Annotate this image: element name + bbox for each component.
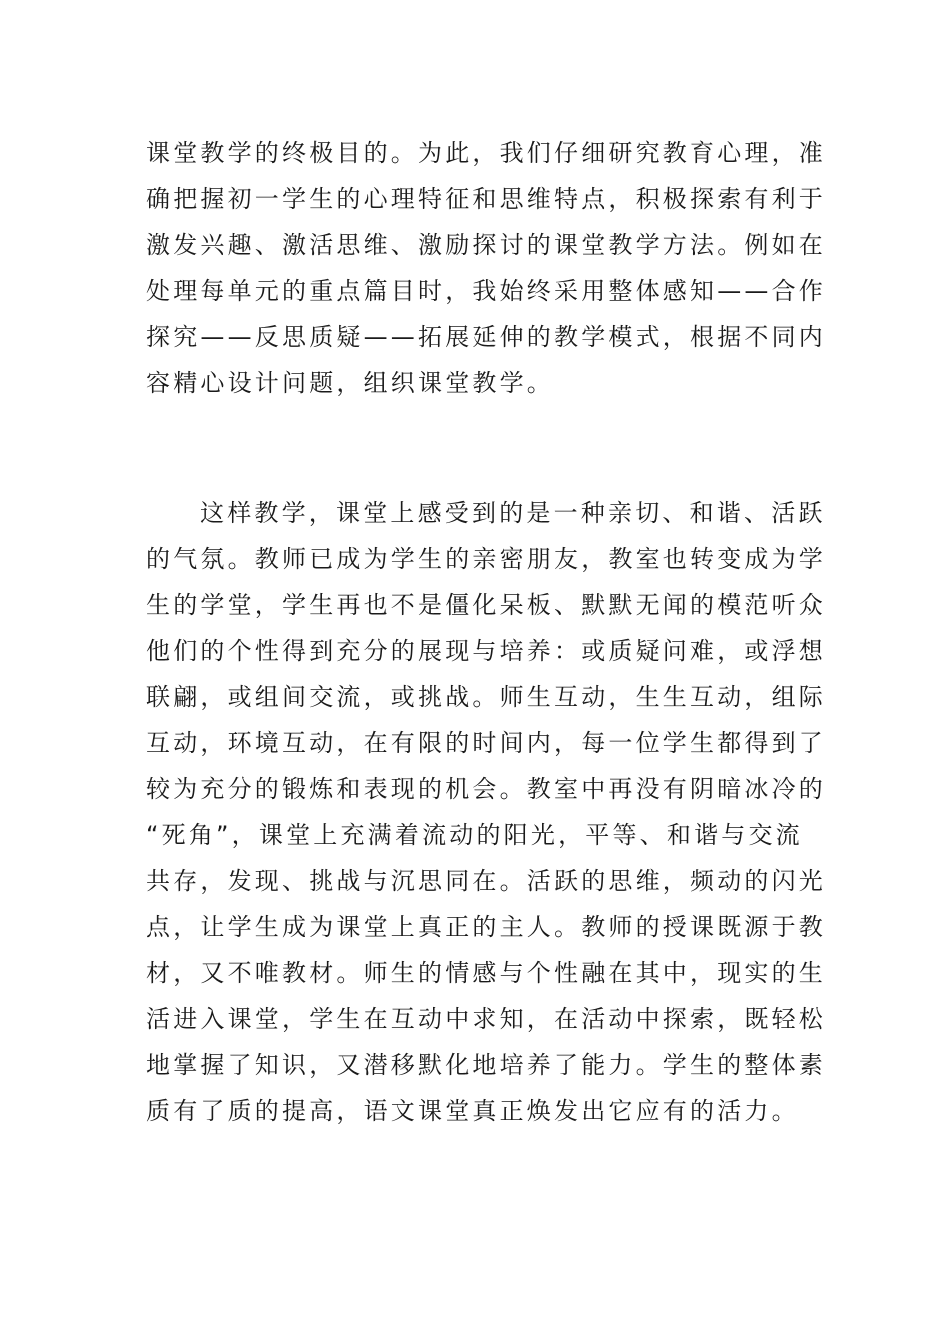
paragraph-2-line: “死角”，课堂上充满着流动的阳光，平等、和谐与交流 [146, 821, 803, 849]
paragraph-2-line: 较为充分的锻炼和表现的机会。教室中再没有阴暗冰冷的 [146, 775, 826, 803]
paragraph-2-line: 生的学堂，学生再也不是僵化呆板、默默无闻的模范听众 [146, 591, 826, 619]
paragraph-1-line: 课堂教学的终极目的。为此，我们仔细研究教育心理，准 [146, 139, 826, 167]
paragraph-2-line: 质有了质的提高，语文课堂真正焕发出它应有的活力。 [146, 1097, 799, 1125]
paragraph-2-line: 地掌握了知识，又潜移默化地培养了能力。学生的整体素 [146, 1051, 826, 1079]
paragraph-2-line: 他们的个性得到充分的展现与培养：或质疑问难，或浮想 [146, 637, 826, 665]
paragraph-2-line: 互动，环境互动，在有限的时间内，每一位学生都得到了 [146, 729, 826, 757]
paragraph-2-line: 点，让学生成为课堂上真正的主人。教师的授课既源于教 [146, 913, 826, 941]
paragraph-1-line: 确把握初一学生的心理特征和思维特点，积极探索有利于 [146, 185, 826, 213]
paragraph-2-line: 材，又不唯教材。师生的情感与个性融在其中，现实的生 [146, 959, 826, 987]
paragraph-1-line: 激发兴趣、激活思维、激励探讨的课堂教学方法。例如在 [146, 231, 826, 259]
paragraph-1-line: 容精心设计问题，组织课堂教学。 [146, 369, 554, 397]
paragraph-1-line: 探究——反思质疑——拓展延伸的教学模式，根据不同内 [146, 323, 826, 351]
paragraph-2-line: 的气氛。教师已成为学生的亲密朋友，教室也转变成为学 [146, 545, 826, 573]
paragraph-spacer [146, 406, 810, 490]
document-body [146, 130, 826, 1134]
paragraph-1 [146, 130, 826, 406]
paragraph-1-line: 处理每单元的重点篇目时，我始终采用整体感知——合作 [146, 277, 826, 305]
paragraph-2-line: 共存，发现、挑战与沉思同在。活跃的思维，频动的闪光 [146, 867, 826, 895]
paragraph-2 [146, 490, 826, 1134]
paragraph-2-line: 活进入课堂，学生在互动中求知，在活动中探索，既轻松 [146, 1005, 826, 1033]
paragraph-2-line: 联翩，或组间交流，或挑战。师生互动，生生互动，组际 [146, 683, 826, 711]
paragraph-2-line: 这样教学，课堂上感受到的是一种亲切、和谐、活跃 [200, 499, 826, 527]
